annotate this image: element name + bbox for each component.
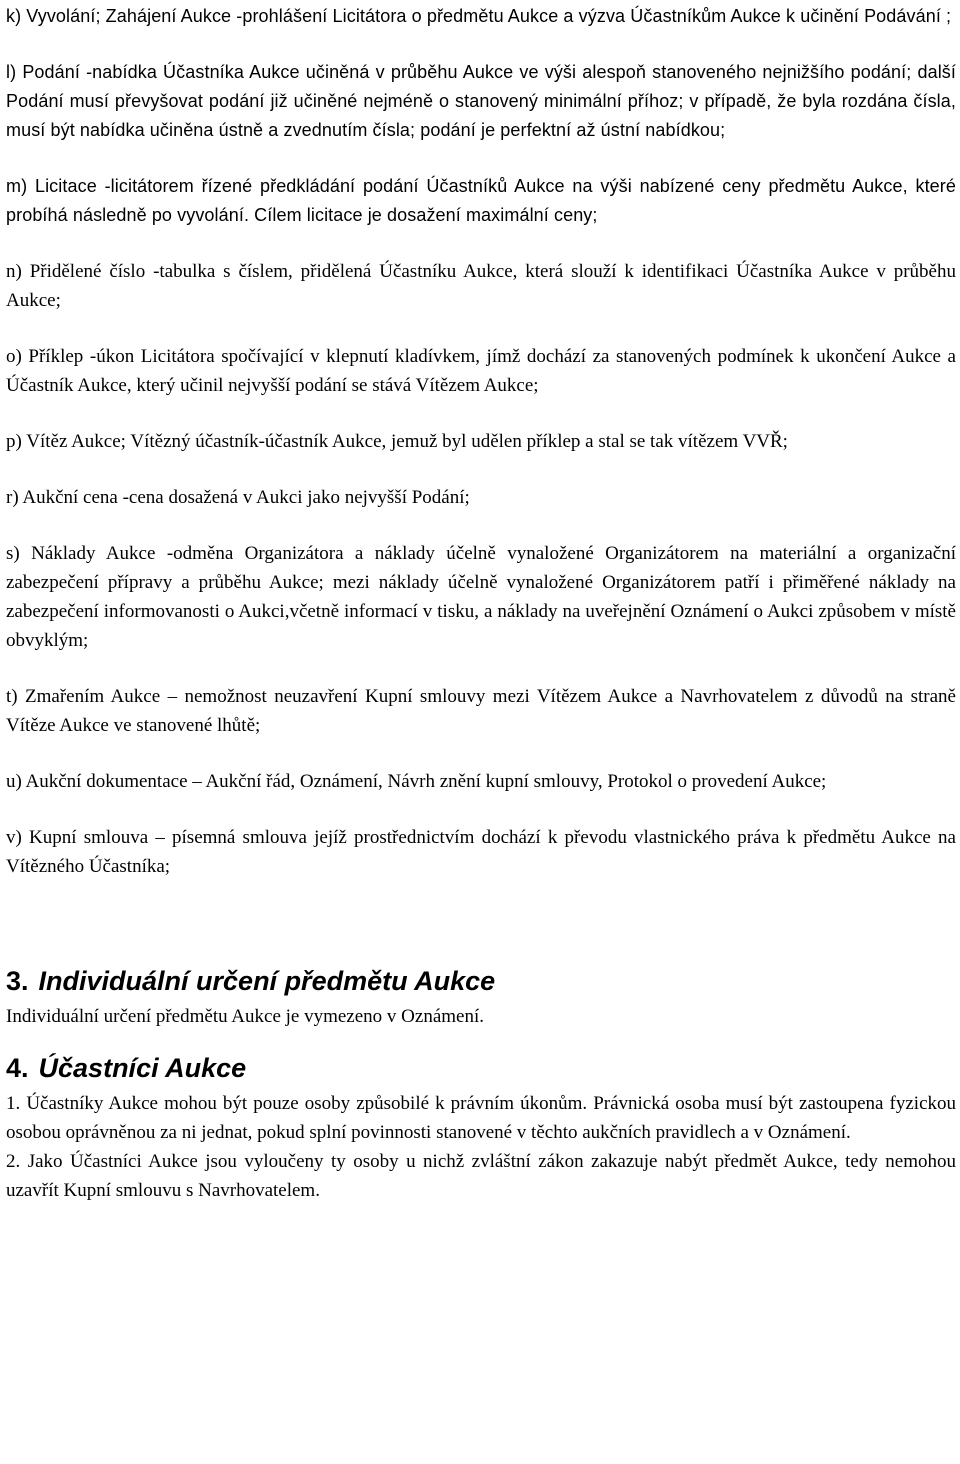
section-4-item-1: 1. Účastníky Aukce mohou být pouze osoby způsobilé k právním úkonům. Právnická osoba musí být zastoupena fyzickou osobou oprávněnou za ni jednat, pokud splní povinnosti stanovené v těchto aukčních pravidlech a v Oznámení.	[6, 1093, 956, 1143]
section-3-title: Individuální určení předmětu Aukce	[38, 966, 496, 996]
definition-o: o) Příklep -úkon Licitátora spočívající v klepnutí kladívkem, jímž dochází za stanovených podmínek k ukončení Aukce a Účastník Aukce, který učinil nejvyšší podání se stává Vítězem Aukce;	[6, 346, 956, 396]
definition-s: s) Náklady Aukce -odměna Organizátora a náklady účelně vynaložené Organizátorem na materiální a organizační zabezpečení přípravy a průběhu Aukce; mezi náklady účelně vynaložené Organizátorem patří i přiměřené náklady na zabezpečení informovanosti o Aukci,včetně informací v tisku, a náklady na uveřejnění Oznámení o Aukci způsobem v místě obvyklým;	[6, 543, 956, 651]
definition-l: l) Podání -nabídka Účastníka Aukce učiněná v průběhu Aukce ve výši alespoň stanoveného nejnižšího podání; další Podání musí převyšovat podání již učiněné nejméně o stanovený minimální příhoz; v případě, že byla rozdána čísla, musí být nabídka učiněna ústně a zvednutím čísla; podání je perfektní až ústní nabídkou;	[6, 62, 956, 140]
definition-r: r) Aukční cena -cena dosažená v Aukci jako nejvyšší Podání;	[6, 487, 470, 508]
definition-u: u) Aukční dokumentace – Aukční řád, Oznámení, Návrh znění kupní smlouvy, Protokol o provedení Aukce;	[6, 771, 827, 792]
section-4-number: 4.	[6, 1053, 29, 1083]
section-3-number: 3.	[6, 966, 29, 996]
definition-v: v) Kupní smlouva – písemná smlouva jejíž prostřednictvím dochází k převodu vlastnického práva k předmětu Aukce na Vítězného Účastníka;	[6, 827, 956, 877]
section-4-title: Účastníci Aukce	[38, 1053, 247, 1083]
definition-k: k) Vyvolání; Zahájení Aukce -prohlášení Licitátora o předmětu Aukce a výzva Účastníkům Aukce k učinění Podávání ;	[6, 6, 952, 26]
section-3-body: Individuální určení předmětu Aukce je vymezeno v Oznámení.	[6, 1006, 485, 1027]
definition-t: t) Zmařením Aukce – nemožnost neuzavření Kupní smlouvy mezi Vítězem Aukce a Navrhovatelem z důvodů na straně Vítěze Aukce ve stanovené lhůtě;	[6, 686, 956, 736]
section-4-item-2: 2. Jako Účastníci Aukce jsou vyloučeny ty osoby u nichž zvláštní zákon zakazuje nabýt předmět Aukce, tedy nemohou uzavřít Kupní smlouvu s Navrhovatelem.	[6, 1151, 956, 1201]
definition-m: m) Licitace -licitátorem řízené předkládání podání Účastníků Aukce na výši nabízené ceny předmětu Aukce, které probíhá následně po vyvolání. Cílem licitace je dosažení maximální ceny;	[6, 176, 956, 225]
definition-n: n) Přidělené číslo -tabulka s číslem, přidělená Účastníku Aukce, která slouží k identifikaci Účastníka Aukce v průběhu Aukce;	[6, 261, 956, 311]
definition-p: p) Vítěz Aukce; Vítězný účastník-účastník Aukce, jemuž byl udělen příklep a stal se tak vítězem VVŘ;	[6, 431, 788, 452]
section-4-heading	[6, 1052, 956, 1084]
section-3-heading	[6, 965, 956, 997]
document-page	[6, 2, 956, 1205]
